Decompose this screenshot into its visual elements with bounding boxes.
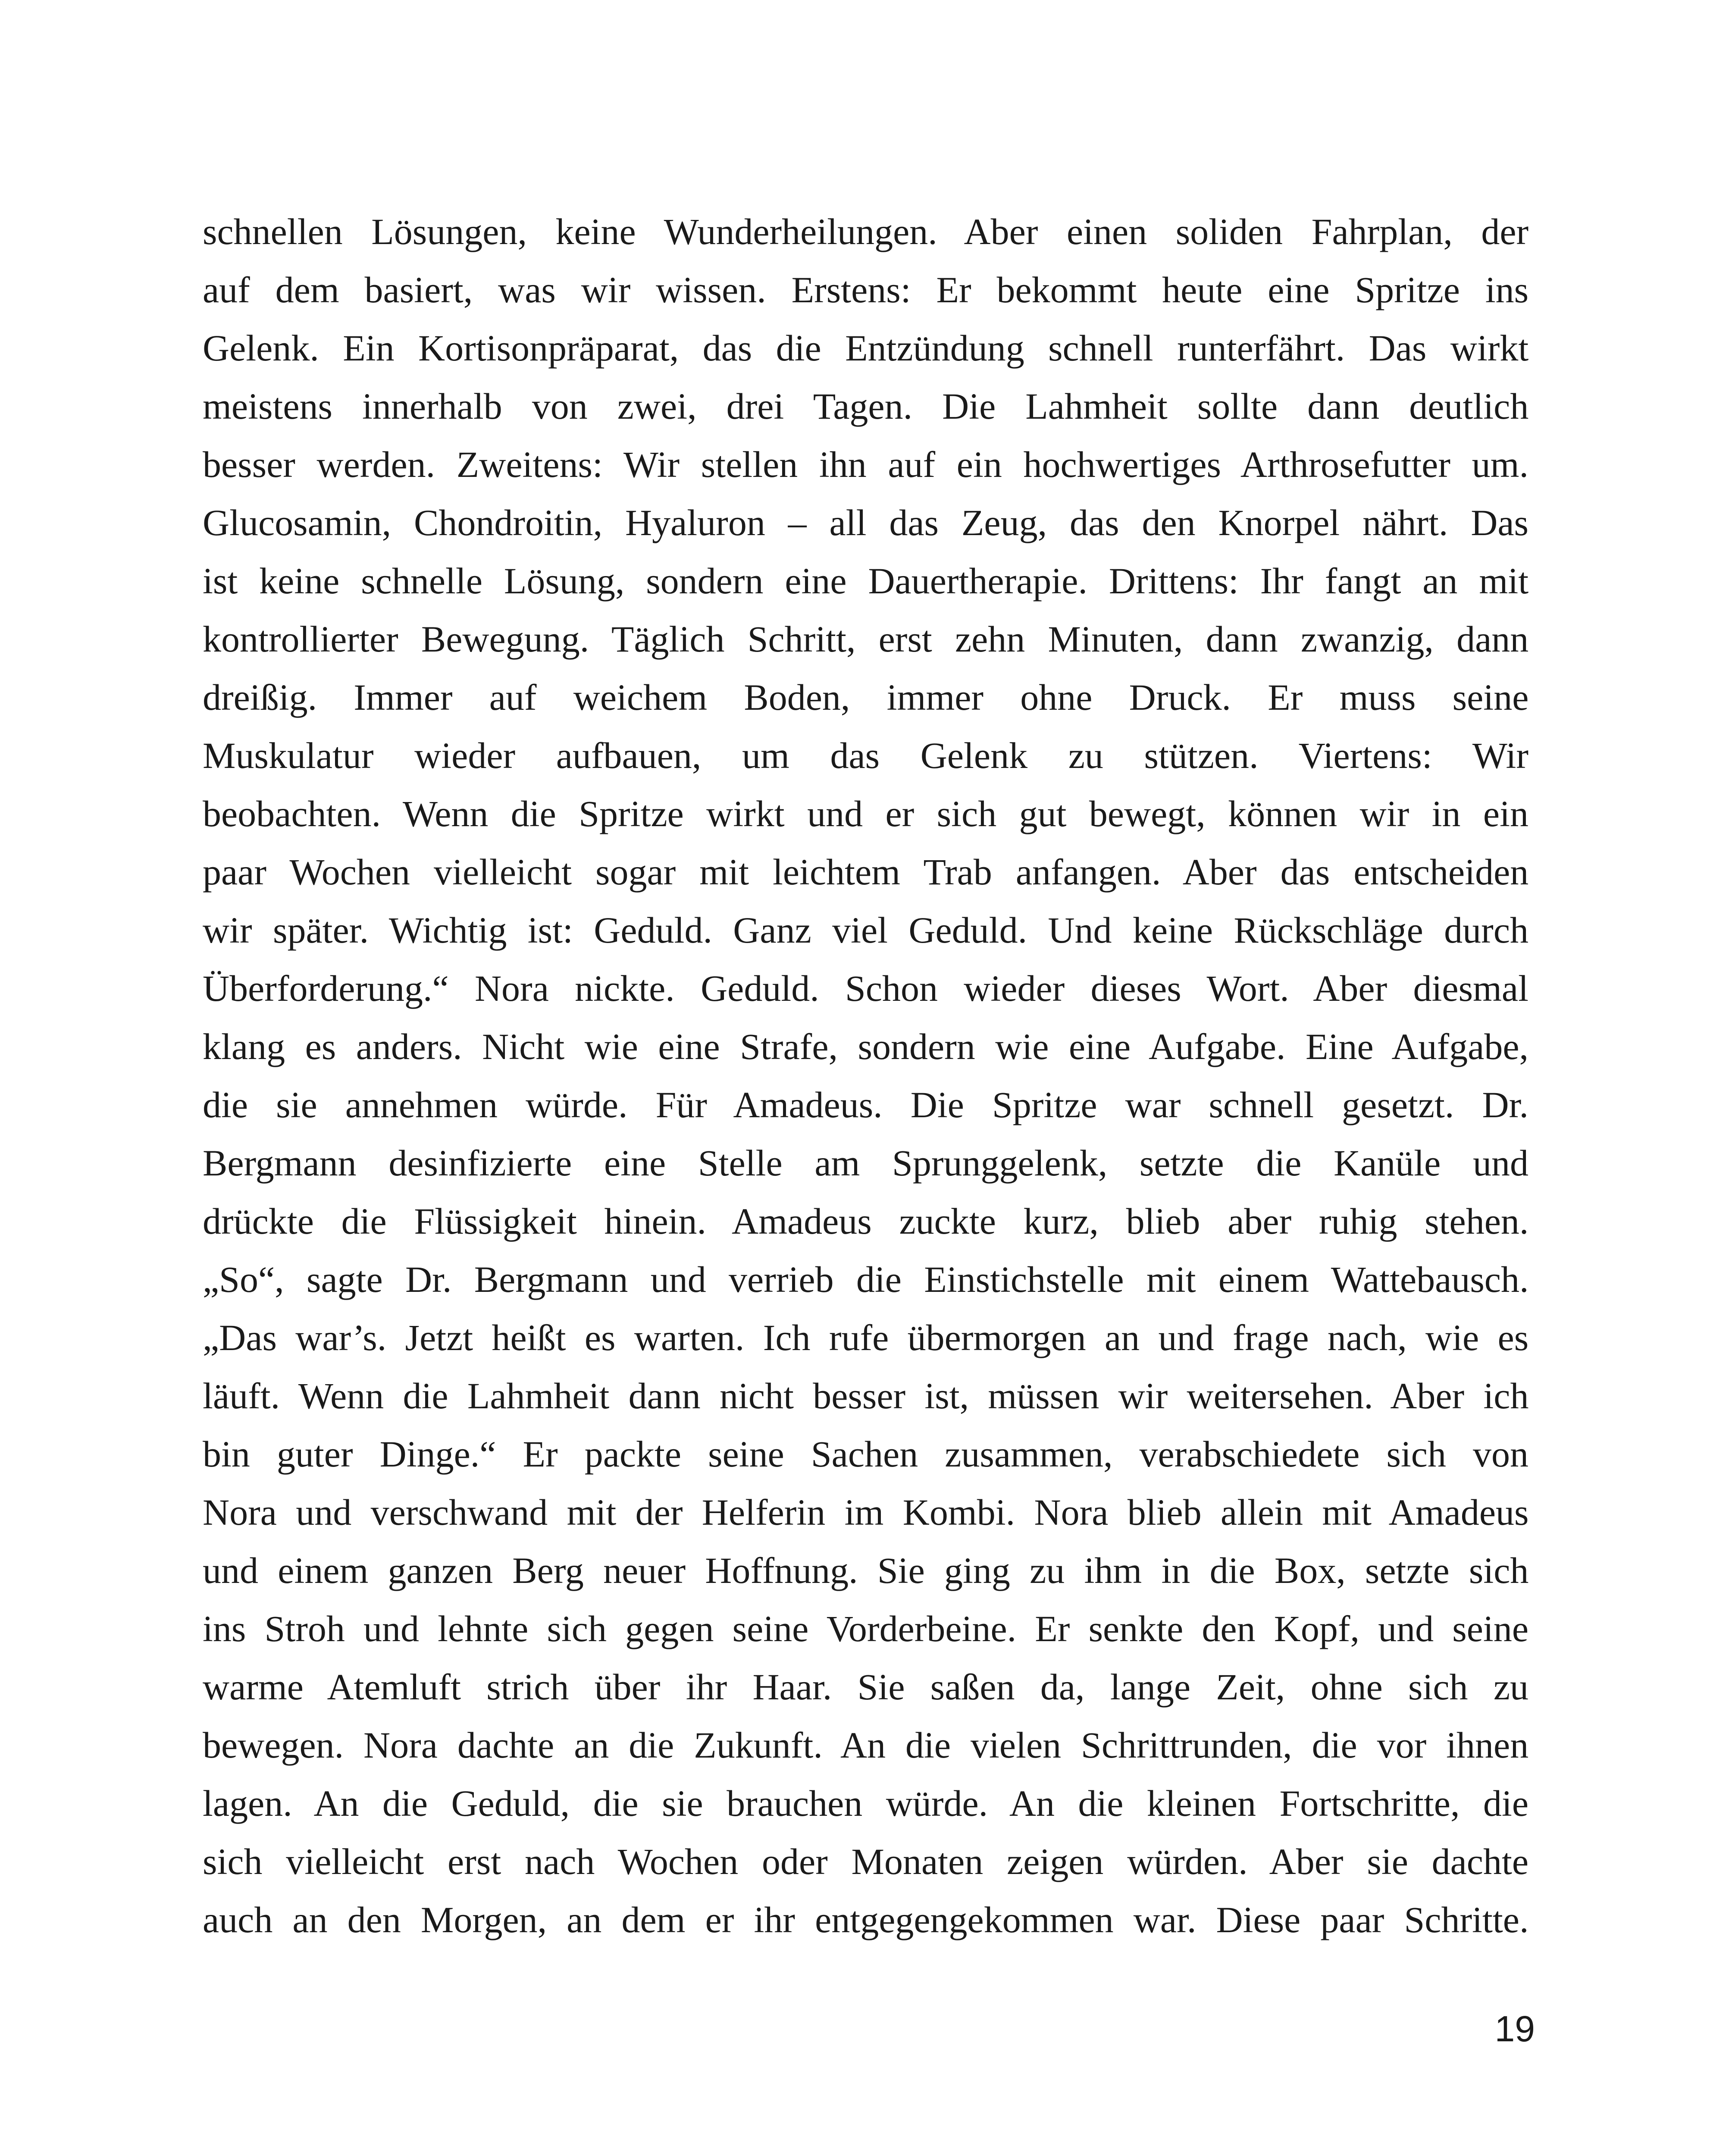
text-line: bin guter Dinge.“ Er packte seine Sachen zusammen, verabschiedete sich von <box>203 1433 1528 1475</box>
text-line: Gelenk. Ein Kortisonpräparat, das die Entzündung schnell runterfährt. Das wirkt <box>203 327 1529 369</box>
text-line: auch an den Morgen, an dem er ihr entgegengekommen war. Diese paar Schritte. <box>203 1899 1529 1940</box>
text-line: ist keine schnelle Lösung, sondern eine Dauertherapie. Drittens: Ihr fangt an mit <box>203 560 1529 602</box>
text-line: beobachten. Wenn die Spritze wirkt und er sich gut bewegt, können wir in ein <box>203 793 1528 834</box>
text-line: dreißig. Immer auf weichem Boden, immer ohne Druck. Er muss seine <box>203 677 1529 718</box>
text-line: kontrollierter Bewegung. Täglich Schritt, erst zehn Minuten, dann zwanzig, dann <box>203 618 1529 660</box>
text-line: drückte die Flüssigkeit hinein. Amadeus zuckte kurz, blieb aber ruhig stehen. <box>203 1200 1529 1242</box>
text-line: wir später. Wichtig ist: Geduld. Ganz viel Geduld. Und keine Rückschläge durch <box>203 909 1528 951</box>
text-line: läuft. Wenn die Lahmheit dann nicht besser ist, müssen wir weitersehen. Aber ich <box>203 1375 1529 1416</box>
text-line: Nora und verschwand mit der Helferin im Kombi. Nora blieb allein mit Amadeus <box>203 1492 1529 1533</box>
text-line: „So“, sagte Dr. Bergmann und verrieb die Einstichstelle mit einem Wattebausch. <box>203 1259 1529 1300</box>
text-line: auf dem basiert, was wir wissen. Erstens: Er bekommt heute eine Spritze ins <box>203 269 1529 310</box>
text-line: Glucosamin, Chondroitin, Hyaluron – all das Zeug, das den Knorpel nährt. Das <box>203 502 1528 543</box>
text-line: „Das war’s. Jetzt heißt es warten. Ich rufe übermorgen an und frage nach, wie es <box>203 1317 1529 1358</box>
text-line: lagen. An die Geduld, die sie brauchen würde. An die kleinen Fortschritte, die <box>203 1783 1528 1824</box>
text-line: warme Atemluft strich über ihr Haar. Sie saßen da, lange Zeit, ohne sich zu <box>203 1666 1528 1708</box>
text-line: und einem ganzen Berg neuer Hoffnung. Sie ging zu ihm in die Box, setzte sich <box>203 1550 1529 1591</box>
text-line: schnellen Lösungen, keine Wunderheilungen. Aber einen soliden Fahrplan, der <box>203 211 1529 252</box>
text-line: klang es anders. Nicht wie eine Strafe, sondern wie eine Aufgabe. Eine Aufgabe, <box>203 1026 1528 1067</box>
text-line: besser werden. Zweitens: Wir stellen ihn auf ein hochwertiges Arthrosefutter um. <box>203 444 1528 485</box>
page-number: 19 <box>1494 2009 1535 2049</box>
text-line: Überforderung.“ Nora nickte. Geduld. Schon wieder dieses Wort. Aber diesmal <box>203 968 1528 1009</box>
text-line: Muskulatur wieder aufbauen, um das Gelenk zu stützen. Viertens: Wir <box>203 735 1529 776</box>
text-line: meistens innerhalb von zwei, drei Tagen. Die Lahmheit sollte dann deutlich <box>203 385 1529 427</box>
text-line: ins Stroh und lehnte sich gegen seine Vorderbeine. Er senkte den Kopf, und seine <box>203 1608 1528 1649</box>
text-line: Bergmann desinfizierte eine Stelle am Sprunggelenk, setzte die Kanüle und <box>203 1142 1528 1184</box>
text-line: paar Wochen vielleicht sogar mit leichtem Trab anfangen. Aber das entscheiden <box>203 851 1529 893</box>
text-line: bewegen. Nora dachte an die Zukunft. An die vielen Schrittrunden, die vor ihnen <box>203 1724 1529 1766</box>
text-line: die sie annehmen würde. Für Amadeus. Die Spritze war schnell gesetzt. Dr. <box>203 1084 1528 1125</box>
text-line: sich vielleicht erst nach Wochen oder Monaten zeigen würden. Aber sie dachte <box>203 1841 1529 1882</box>
body-text <box>203 203 1528 1949</box>
